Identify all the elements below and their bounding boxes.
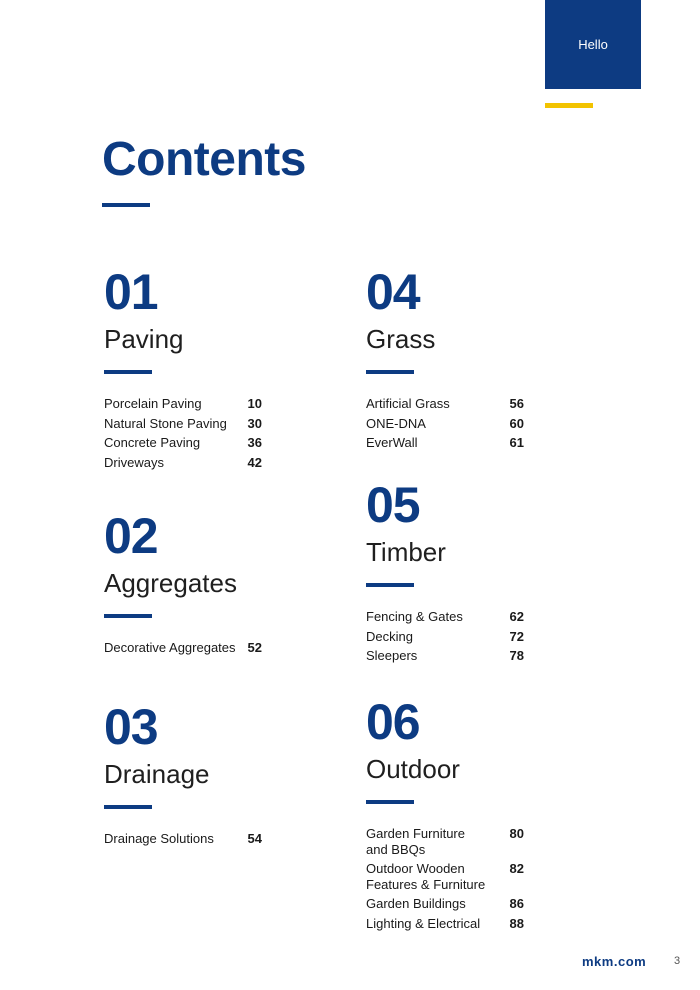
section-title: Paving [104, 324, 184, 354]
section-paving [104, 266, 304, 474]
entry-page: 86 [509, 896, 524, 912]
page-number: 3 [674, 955, 681, 967]
page-title: Contents [102, 133, 306, 186]
section-grass [366, 266, 566, 455]
toc-entry[interactable] [366, 629, 524, 645]
toc-entry[interactable] [366, 896, 524, 912]
entry-label: Drainage Solutions [104, 831, 214, 846]
entry-label: Decorative Aggregates [104, 640, 236, 655]
entry-page: 61 [509, 435, 524, 451]
entry-label: Concrete Paving [104, 435, 201, 451]
section-rule [366, 800, 414, 804]
entry-list [104, 831, 304, 847]
toc-entry[interactable] [104, 831, 262, 847]
section-rule [104, 370, 152, 374]
toc-entry[interactable] [104, 396, 262, 412]
toc-entry[interactable] [366, 916, 524, 932]
section-title: Outdoor [366, 754, 460, 784]
entry-page: 10 [247, 396, 262, 411]
entry-label: Porcelain Paving [104, 396, 202, 411]
entry-page: 88 [509, 915, 524, 931]
section-rule [366, 583, 414, 587]
section-aggregates [104, 510, 304, 660]
entry-label: Garden Furniture and BBQs [366, 826, 465, 857]
toc-entry[interactable] [366, 861, 524, 892]
entry-label: Garden Buildings [366, 896, 466, 912]
entry-label: Lighting & Electrical [366, 915, 481, 931]
entry-label: Decking [366, 628, 413, 644]
toc-entry[interactable] [104, 435, 262, 451]
section-title: Grass [366, 324, 436, 354]
entry-page: 36 [247, 435, 262, 451]
entry-page: 42 [247, 454, 262, 470]
section-rule [104, 805, 152, 809]
entry-page: 62 [509, 609, 524, 624]
toc-entry[interactable] [104, 640, 262, 656]
toc-entry[interactable] [104, 455, 262, 471]
section-number: 01 [104, 264, 158, 320]
hello-accent-bar [545, 103, 593, 108]
toc-entry[interactable] [366, 396, 524, 412]
entry-label: Artificial Grass [366, 396, 450, 411]
entry-label: EverWall [366, 435, 418, 451]
hello-tab[interactable] [545, 0, 641, 89]
section-title: Drainage [104, 759, 210, 789]
section-number: 05 [366, 477, 420, 533]
section-number: 03 [104, 699, 158, 755]
entry-page: 54 [247, 831, 262, 846]
entry-page: 52 [247, 640, 262, 655]
entry-page: 60 [509, 415, 524, 431]
entry-list [366, 826, 566, 932]
section-outdoor [366, 696, 566, 936]
toc-entry[interactable] [366, 435, 524, 451]
entry-label: Outdoor Wooden Features & Furniture [366, 861, 486, 892]
entry-label: ONE-DNA [366, 415, 426, 431]
section-drainage [104, 701, 304, 851]
section-timber [366, 479, 566, 668]
toc-entry[interactable] [366, 648, 524, 664]
section-number: 02 [104, 508, 158, 564]
entry-list [104, 640, 304, 656]
section-title: Aggregates [104, 568, 237, 598]
toc-entry[interactable] [366, 609, 524, 625]
entry-label: Natural Stone Paving [104, 415, 227, 431]
title-rule [102, 203, 150, 207]
entry-list [104, 396, 304, 470]
entry-page: 82 [509, 861, 524, 877]
entry-page: 30 [247, 415, 262, 431]
entry-page: 78 [509, 648, 524, 664]
toc-entry[interactable] [366, 826, 524, 857]
hello-tab-label: Hello [578, 37, 608, 52]
entry-label: Fencing & Gates [366, 609, 463, 624]
entry-list [366, 396, 566, 451]
entry-list [366, 609, 566, 664]
entry-page: 72 [509, 628, 524, 644]
section-title: Timber [366, 537, 446, 567]
section-number: 04 [366, 264, 420, 320]
entry-label: Sleepers [366, 648, 418, 664]
footer-site-link[interactable]: mkm.com [582, 954, 647, 969]
section-number: 06 [366, 694, 420, 750]
toc-entry[interactable] [366, 416, 524, 432]
entry-label: Driveways [104, 454, 164, 470]
entry-page: 80 [509, 826, 524, 841]
section-rule [104, 614, 152, 618]
toc-entry[interactable] [104, 416, 262, 432]
entry-page: 56 [509, 396, 524, 411]
section-rule [366, 370, 414, 374]
